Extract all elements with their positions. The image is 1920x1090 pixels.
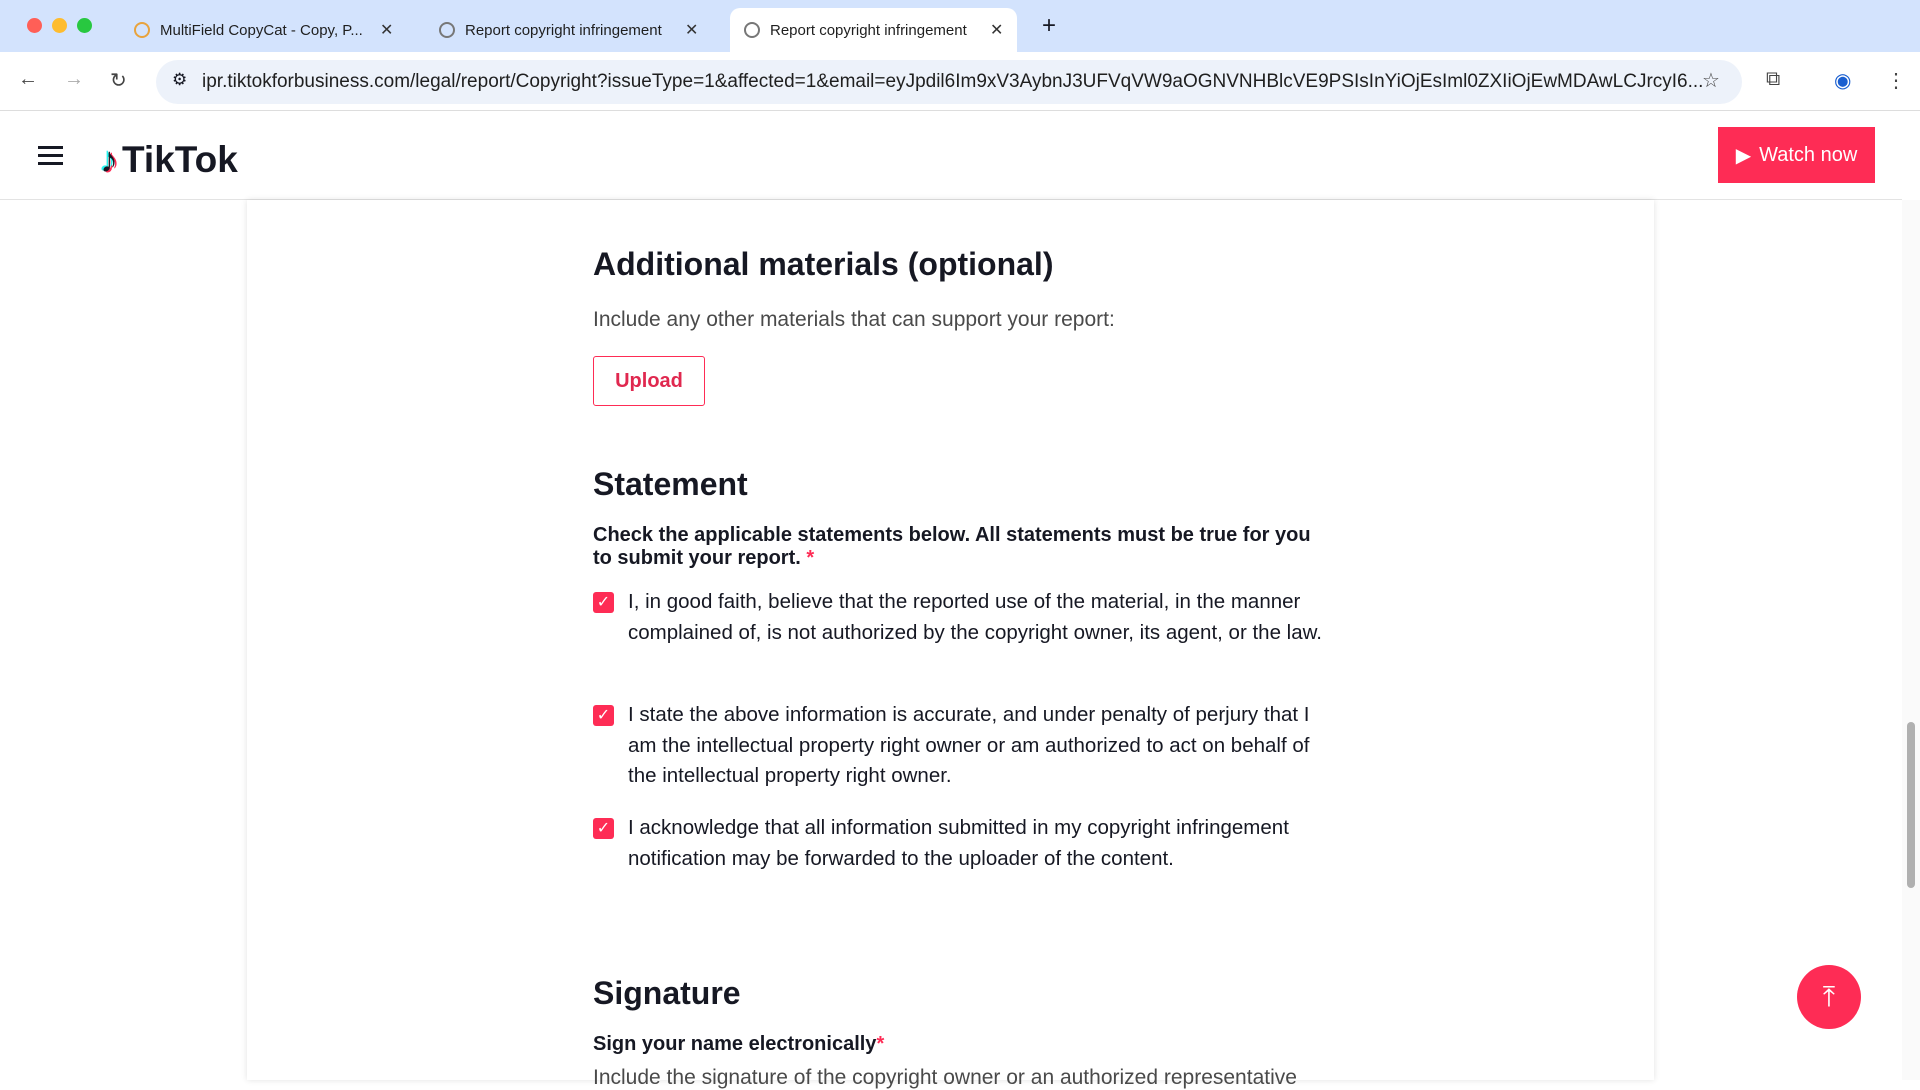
back-to-top-button[interactable]: [1797, 965, 1861, 1029]
checkbox-checked-icon[interactable]: ✓: [593, 592, 614, 613]
star-icon[interactable]: ☆: [1702, 70, 1720, 92]
play-icon: ▶: [1735, 144, 1752, 167]
statement-heading: Statement: [593, 466, 748, 502]
maximize-window-button[interactable]: [77, 18, 92, 33]
extensions-icon[interactable]: ⧉: [1766, 68, 1781, 90]
forward-icon[interactable]: →: [64, 68, 84, 90]
tiktok-logo[interactable]: [100, 139, 238, 181]
profile-icon[interactable]: ◉: [1834, 70, 1852, 92]
tiktok-note-icon: ♪: [100, 139, 118, 180]
reload-icon[interactable]: ↻: [110, 70, 127, 92]
address-bar-row: [0, 52, 1920, 111]
close-tab-icon[interactable]: ✕: [685, 22, 699, 39]
statement-text: I state the above information is accurate, and under penalty of perjury that I am the intellectual property right owner or am authorized to act on behalf of the intellectual property right owner.: [628, 703, 1310, 788]
upload-button[interactable]: Upload: [593, 356, 705, 406]
instruction-text: Check the applicable statements below. All statements must be true for you to submit your report.: [593, 524, 1311, 569]
globe-icon: [439, 22, 455, 38]
required-asterisk: *: [806, 547, 815, 569]
close-window-button[interactable]: [27, 18, 42, 33]
back-icon[interactable]: ←: [18, 68, 38, 90]
statement-text: I acknowledge that all information submitted in my copyright infringement notification may be forwarded to the uploader of the content.: [628, 816, 1289, 870]
globe-icon: [744, 22, 760, 38]
required-asterisk: *: [876, 1033, 885, 1055]
tab-report-2[interactable]: [730, 8, 1017, 52]
tab-report-1[interactable]: [425, 8, 712, 52]
scrollbar-thumb[interactable]: [1907, 722, 1915, 888]
menu-icon[interactable]: ⋮: [1886, 70, 1906, 92]
statement-checkbox-2[interactable]: [593, 700, 1323, 792]
url-text: ipr.tiktokforbusiness.com/legal/report/Copyright?issueType=1&affected=1&email=eyJpdil6Im9xV3AybnJ3UFVqVW9aOGNVNHBlcVE9PSIsInYiOjEsIml0ZXIiOjEwMDAwLCJrcyI6...: [202, 71, 1704, 92]
logo-text: TikTok: [122, 139, 238, 180]
favicon-icon: [134, 22, 150, 38]
url-input[interactable]: [156, 60, 1742, 104]
tab-title: Report copyright infringement: [770, 21, 967, 39]
site-settings-icon[interactable]: ⚙: [172, 70, 188, 89]
scrollbar[interactable]: [1902, 200, 1920, 1080]
signature-description: Include the signature of the copyright owner or an authorized representative: [593, 1066, 1297, 1089]
checkbox-checked-icon[interactable]: ✓: [593, 705, 614, 726]
checkbox-checked-icon[interactable]: ✓: [593, 818, 614, 839]
site-header: [0, 111, 1902, 200]
tab-multifield[interactable]: [120, 8, 407, 52]
signature-label: [593, 1033, 1323, 1056]
statement-checkbox-1[interactable]: [593, 587, 1323, 648]
minimize-window-button[interactable]: [52, 18, 67, 33]
statement-checkbox-3[interactable]: [593, 813, 1323, 874]
close-tab-icon[interactable]: ✕: [990, 22, 1004, 39]
statement-text: I, in good faith, believe that the reported use of the material, in the manner complained of, is not authorized by the copyright owner, its agent, or the law.: [628, 590, 1322, 644]
watch-now-label: Watch now: [1759, 143, 1858, 166]
tab-title: Report copyright infringement: [465, 21, 662, 39]
tab-bar: [0, 0, 1920, 52]
signature-heading: Signature: [593, 975, 741, 1011]
watch-now-button[interactable]: [1718, 127, 1875, 183]
new-tab-button[interactable]: +: [1042, 12, 1057, 39]
arrow-up-icon: ⤒: [1822, 980, 1836, 1012]
tab-title: MultiField CopyCat - Copy, P...: [160, 21, 363, 39]
additional-materials-heading: Additional materials (optional): [593, 246, 1054, 282]
statement-instruction: [593, 524, 1323, 570]
close-tab-icon[interactable]: ✕: [380, 22, 394, 39]
signature-label-text: Sign your name electronically: [593, 1033, 877, 1055]
additional-materials-description: Include any other materials that can support your report:: [593, 308, 1115, 331]
